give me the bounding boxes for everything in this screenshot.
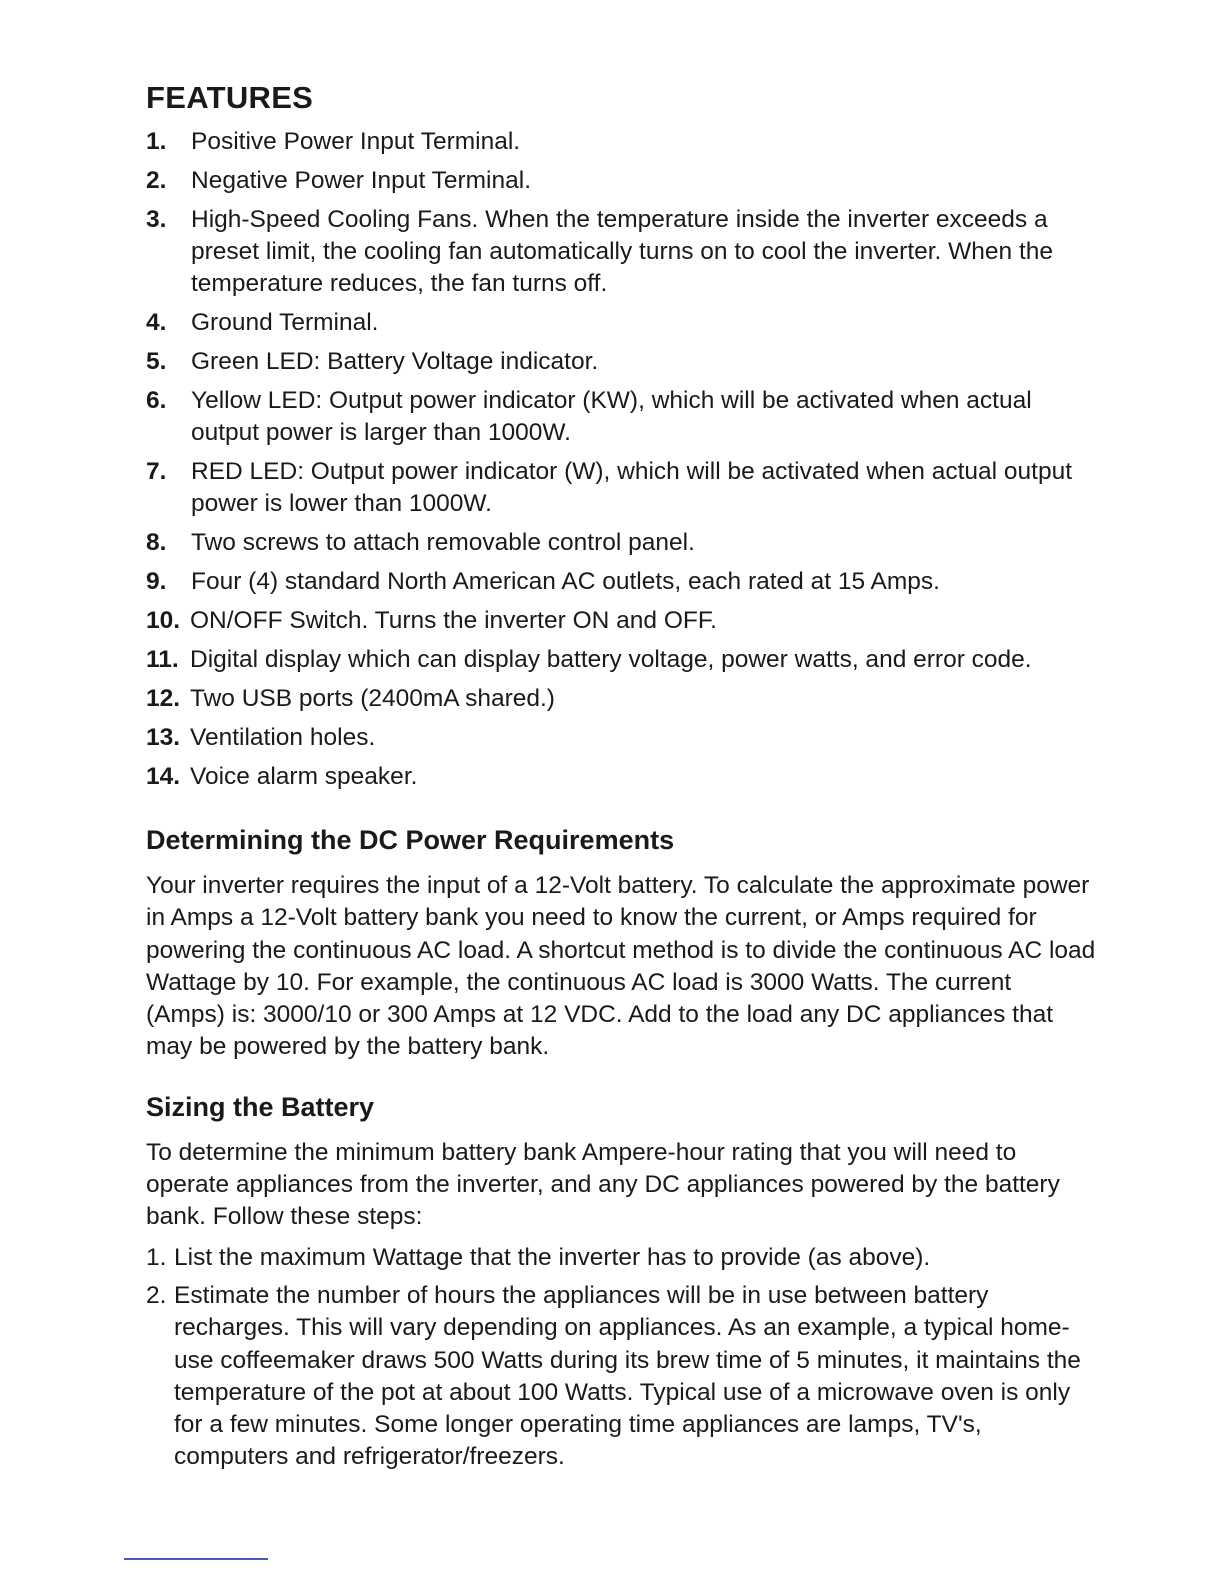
dc-power-heading: Determining the DC Power Requirements	[146, 825, 675, 855]
step-item	[146, 1242, 1096, 1274]
feature-text: Yellow LED: Output power indicator (KW), which will be activated when actual output power is larger than 1000W.	[191, 387, 1032, 446]
feature-number: 13.	[146, 724, 181, 751]
feature-item	[146, 644, 1096, 676]
feature-number: 5.	[146, 348, 167, 375]
feature-number: 12.	[146, 685, 181, 712]
feature-item	[146, 761, 1096, 793]
step-number: 1.	[146, 1243, 167, 1271]
step-item	[146, 1280, 1096, 1474]
feature-text: Four (4) standard North American AC outlets, each rated at 15 Amps.	[191, 568, 940, 595]
feature-text: Ground Terminal.	[191, 309, 379, 336]
feature-item	[146, 683, 1096, 715]
sizing-section	[146, 1092, 1096, 1474]
feature-text: ON/OFF Switch. Turns the inverter ON and OFF.	[190, 607, 717, 634]
feature-number: 11.	[146, 646, 179, 673]
feature-text: RED LED: Output power indicator (W), which will be activated when actual output power is lower than 1000W.	[191, 458, 1073, 517]
feature-item	[146, 722, 1096, 754]
document-page	[146, 80, 1096, 1480]
footer-rule	[124, 1558, 268, 1560]
feature-text: Positive Power Input Terminal.	[191, 128, 521, 155]
feature-item	[146, 456, 1096, 520]
feature-item	[146, 346, 1096, 378]
feature-number: 9.	[146, 568, 167, 595]
feature-item	[146, 204, 1096, 300]
features-list	[146, 126, 1096, 793]
dc-power-paragraph: Your inverter requires the input of a 12-Volt battery. To calculate the approximate power in Amps a 12-Volt battery bank you need to know the current, or Amps required for powering the continuous AC load. A shortcut method is to divide the continuous AC load Wattage by 10. For example, the continuous AC load is 3000 Watts. The current (Amps) is: 3000/10 or 300 Amps at 12 VDC. Add to the load any DC appliances that may be powered by the battery bank.	[146, 872, 1096, 1061]
feature-text: Two screws to attach removable control panel.	[191, 529, 695, 556]
feature-text: Ventilation holes.	[190, 724, 376, 751]
sizing-intro: To determine the minimum battery bank Ampere-hour rating that you will need to operate appliances from the inverter, and any DC appliances powered by the battery bank. Follow these steps:	[146, 1138, 1060, 1231]
feature-number: 14.	[146, 763, 181, 790]
features-heading: FEATURES	[146, 80, 314, 115]
feature-item	[146, 605, 1096, 637]
feature-number: 3.	[146, 206, 167, 233]
step-number: 2.	[146, 1281, 167, 1309]
feature-number: 6.	[146, 387, 167, 414]
feature-text: Voice alarm speaker.	[190, 763, 418, 790]
feature-text: Two USB ports (2400mA shared.)	[190, 685, 555, 712]
sizing-steps-list	[146, 1242, 1096, 1474]
step-text: Estimate the number of hours the appliances will be in use between battery recharges. This will vary depending on appliances. As an example, a typical home-use coffeemaker draws 500 Watts during its brew time of 5 minutes, it maintains the temperature of the pot at about 100 Watts. Typical use of a microwave oven is only for a few minutes. Some longer operating time appliances are lamps, TV's, computers and refrigerator/freezers.	[174, 1281, 1081, 1471]
feature-number: 2.	[146, 167, 167, 194]
feature-text: Green LED: Battery Voltage indicator.	[191, 348, 599, 375]
step-text: List the maximum Wattage that the inverter has to provide (as above).	[174, 1243, 931, 1271]
feature-item	[146, 126, 1096, 158]
dc-power-section	[146, 825, 1096, 1064]
feature-number: 10.	[146, 607, 181, 634]
feature-number: 1.	[146, 128, 167, 155]
feature-item	[146, 385, 1096, 449]
feature-item	[146, 566, 1096, 598]
feature-text: High-Speed Cooling Fans. When the temperature inside the inverter exceeds a preset limit, the cooling fan automatically turns on to cool the inverter. When the temperature reduces, the fan turns off.	[191, 206, 1054, 297]
feature-item	[146, 527, 1096, 559]
feature-number: 8.	[146, 529, 167, 556]
feature-item	[146, 165, 1096, 197]
feature-number: 4.	[146, 309, 167, 336]
sizing-heading: Sizing the Battery	[146, 1091, 375, 1122]
feature-text: Negative Power Input Terminal.	[191, 167, 531, 194]
feature-text: Digital display which can display battery voltage, power watts, and error code.	[190, 646, 1032, 673]
feature-item	[146, 307, 1096, 339]
feature-number: 7.	[146, 458, 167, 485]
